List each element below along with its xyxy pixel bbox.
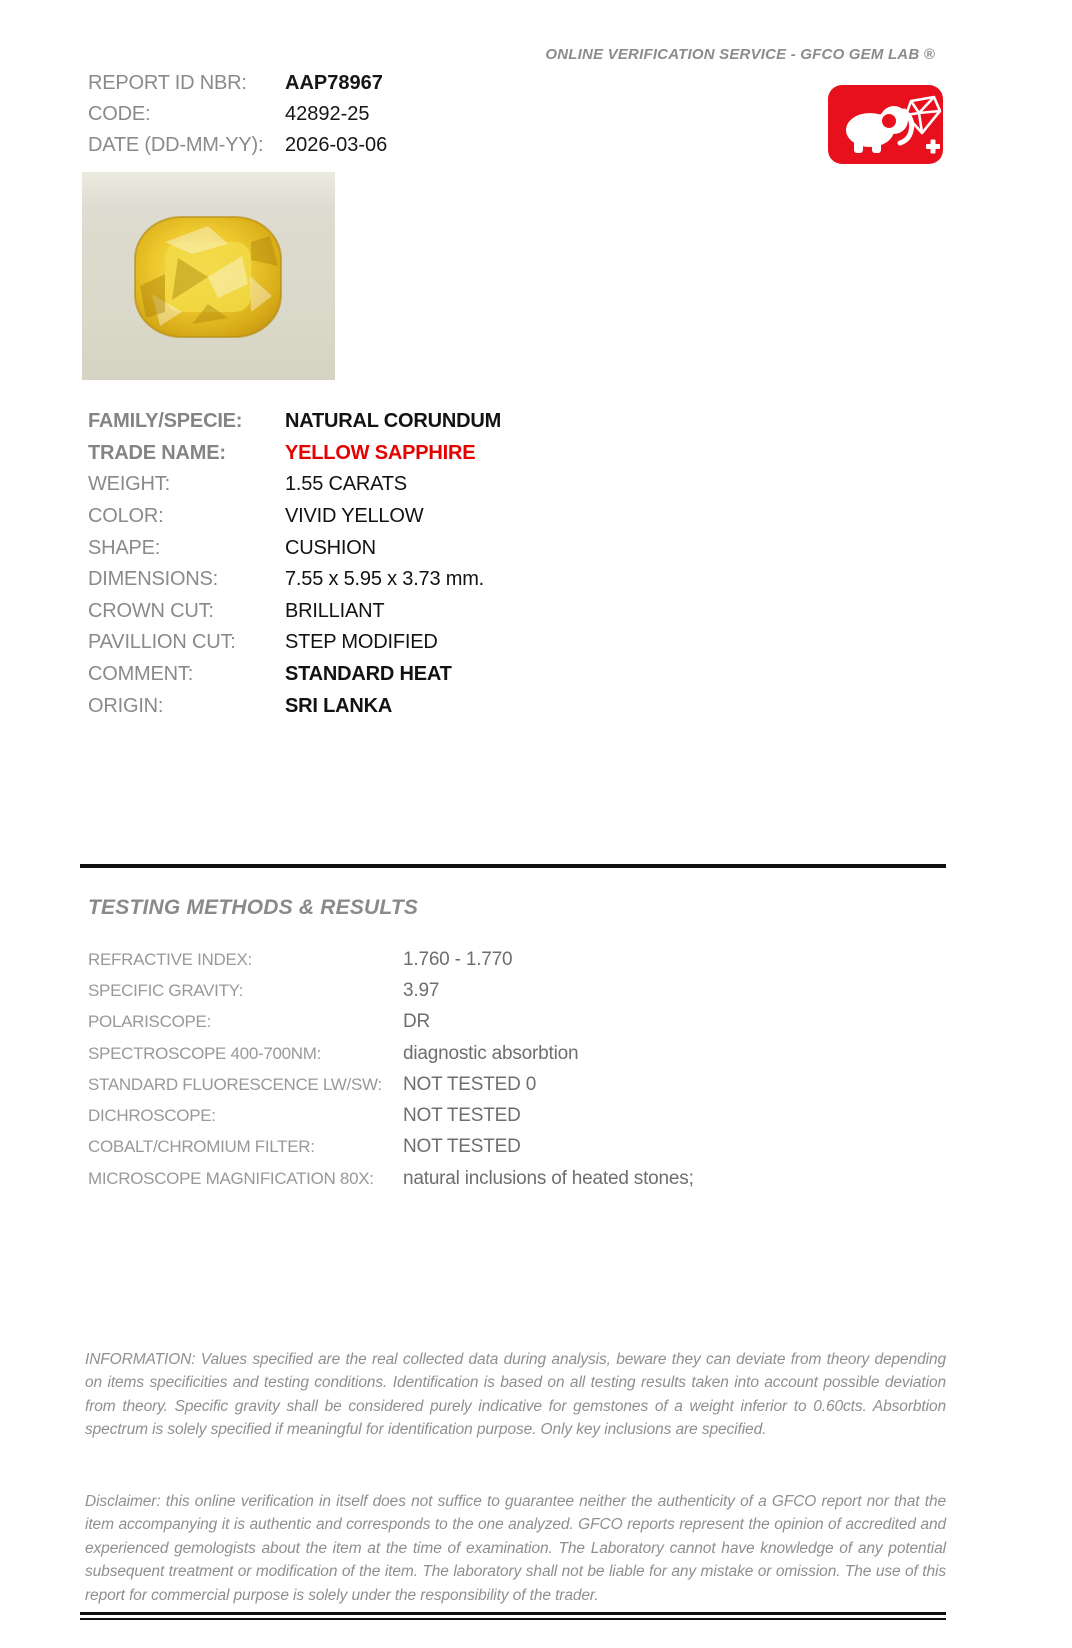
information-paragraph: INFORMATION: Values specified are the real collected data during analysis, beware they can deviate from theory depending on items specificities and testing conditions. Identification is based on all testing results taken into account possible deviation from theory. Specific gravity shall be considered purely indicative for gemstones of a weight inferior to 0.60cts. Absorbtion spectrum is solely specified if meaningful for identification purpose. Only key inclusions are specified. [85, 1351, 946, 1439]
comment-value: STANDARD HEAT [285, 663, 452, 686]
origin-value: SRI LANKA [285, 694, 393, 717]
crown-cut-label: CROWN CUT: [88, 599, 214, 622]
color-label: COLOR: [88, 505, 164, 528]
specific-gravity-value: 3.97 [403, 979, 440, 1001]
fluorescence-value: NOT TESTED 0 [403, 1073, 537, 1095]
code-label: CODE: [88, 103, 151, 125]
family-value: NATURAL CORUNDUM [285, 410, 502, 433]
weight-value: 1.55 CARATS [285, 473, 407, 496]
pavillion-cut-value: STEP MODIFIED [285, 631, 438, 654]
report-id-value: AAP78967 [285, 72, 383, 94]
report-id-block [88, 68, 387, 161]
crown-cut-value: BRILLIANT [285, 599, 385, 622]
family-row [88, 406, 501, 438]
origin-label: ORIGIN: [88, 694, 164, 717]
refractive-index-value: 1.760 - 1.770 [403, 948, 513, 970]
refractive-index-row [88, 944, 694, 975]
spectroscope-row [88, 1038, 694, 1069]
gem-spec-table [88, 406, 501, 722]
spectroscope-value: diagnostic absorbtion [403, 1042, 579, 1064]
spectroscope-label: SPECTROSCOPE 400-700NM: [88, 1043, 322, 1063]
disclaimer-paragraph: Disclaimer: this online verification in itself does not suffice to guarantee neither the authenticity of a GFCO report nor that the item accompanying it is authentic and corresponds to the one analyzed. GFCO reports represent the opinion of accredited and experienced gemologists about the item at the time of examination. The Laboratory cannot have knowledge of any potential subsequent treatment or modification of the item. The laboratory shall not be liable for any mistake or omission. The use of this report for commercial purpose is solely under the responsibility of the trader. [85, 1493, 946, 1604]
service-title: ONLINE VERIFICATION SERVICE - GFCO GEM LAB ® [545, 46, 935, 63]
origin-row [88, 690, 501, 722]
shape-label: SHAPE: [88, 536, 161, 559]
trade-name-label: TRADE NAME: [88, 441, 226, 464]
gfco-elephant-diamond-logo-icon [828, 85, 943, 164]
polariscope-label: POLARISCOPE: [88, 1012, 211, 1032]
cobalt-filter-label: COBALT/CHROMIUM FILTER: [88, 1137, 315, 1157]
dimensions-value: 7.55 x 5.95 x 3.73 mm. [285, 568, 485, 591]
color-value: VIVID YELLOW [285, 505, 424, 528]
dichroscope-row [88, 1100, 694, 1131]
comment-row [88, 659, 501, 691]
dichroscope-label: DICHROSCOPE: [88, 1106, 216, 1126]
testing-results-table [88, 944, 694, 1194]
code-value: 42892-25 [285, 103, 370, 125]
pavillion-cut-label: PAVILLION CUT: [88, 631, 236, 654]
shape-value: CUSHION [285, 536, 376, 559]
fluorescence-label: STANDARD FLUORESCENCE LW/SW: [88, 1074, 382, 1094]
shape-row [88, 532, 501, 564]
crown-cut-row [88, 596, 501, 628]
weight-label: WEIGHT: [88, 473, 170, 496]
polariscope-value: DR [403, 1011, 431, 1033]
report-id-label: REPORT ID NBR: [88, 72, 247, 94]
bottom-double-rule [80, 1612, 946, 1620]
microscope-row [88, 1163, 694, 1194]
specific-gravity-label: SPECIFIC GRAVITY: [88, 980, 244, 1000]
pavillion-cut-row [88, 627, 501, 659]
cobalt-filter-row [88, 1132, 694, 1163]
comment-label: COMMENT: [88, 663, 194, 686]
report-id-row [88, 68, 387, 99]
specific-gravity-row [88, 975, 694, 1006]
cobalt-filter-value: NOT TESTED [403, 1136, 521, 1158]
code-row [88, 99, 387, 130]
microscope-value: natural inclusions of heated stones; [403, 1167, 694, 1189]
trade-name-value: YELLOW SAPPHIRE [285, 441, 476, 464]
date-row [88, 130, 387, 161]
date-label: DATE (DD-MM-YY): [88, 134, 264, 156]
microscope-label: MICROSCOPE MAGNIFICATION 80X: [88, 1168, 374, 1188]
color-row [88, 501, 501, 533]
section-divider [80, 864, 946, 868]
dichroscope-value: NOT TESTED [403, 1105, 521, 1127]
trade-name-row [88, 438, 501, 470]
date-value: 2026-03-06 [285, 134, 388, 156]
family-label: FAMILY/SPECIE: [88, 410, 243, 433]
testing-section-heading: TESTING METHODS & RESULTS [88, 896, 419, 919]
dimensions-label: DIMENSIONS: [88, 568, 219, 591]
dimensions-row [88, 564, 501, 596]
cushion-gem-illustration [132, 214, 284, 340]
gem-photo [82, 172, 335, 380]
refractive-index-label: REFRACTIVE INDEX: [88, 949, 252, 969]
fluorescence-row [88, 1069, 694, 1100]
weight-row [88, 469, 501, 501]
polariscope-row [88, 1007, 694, 1038]
